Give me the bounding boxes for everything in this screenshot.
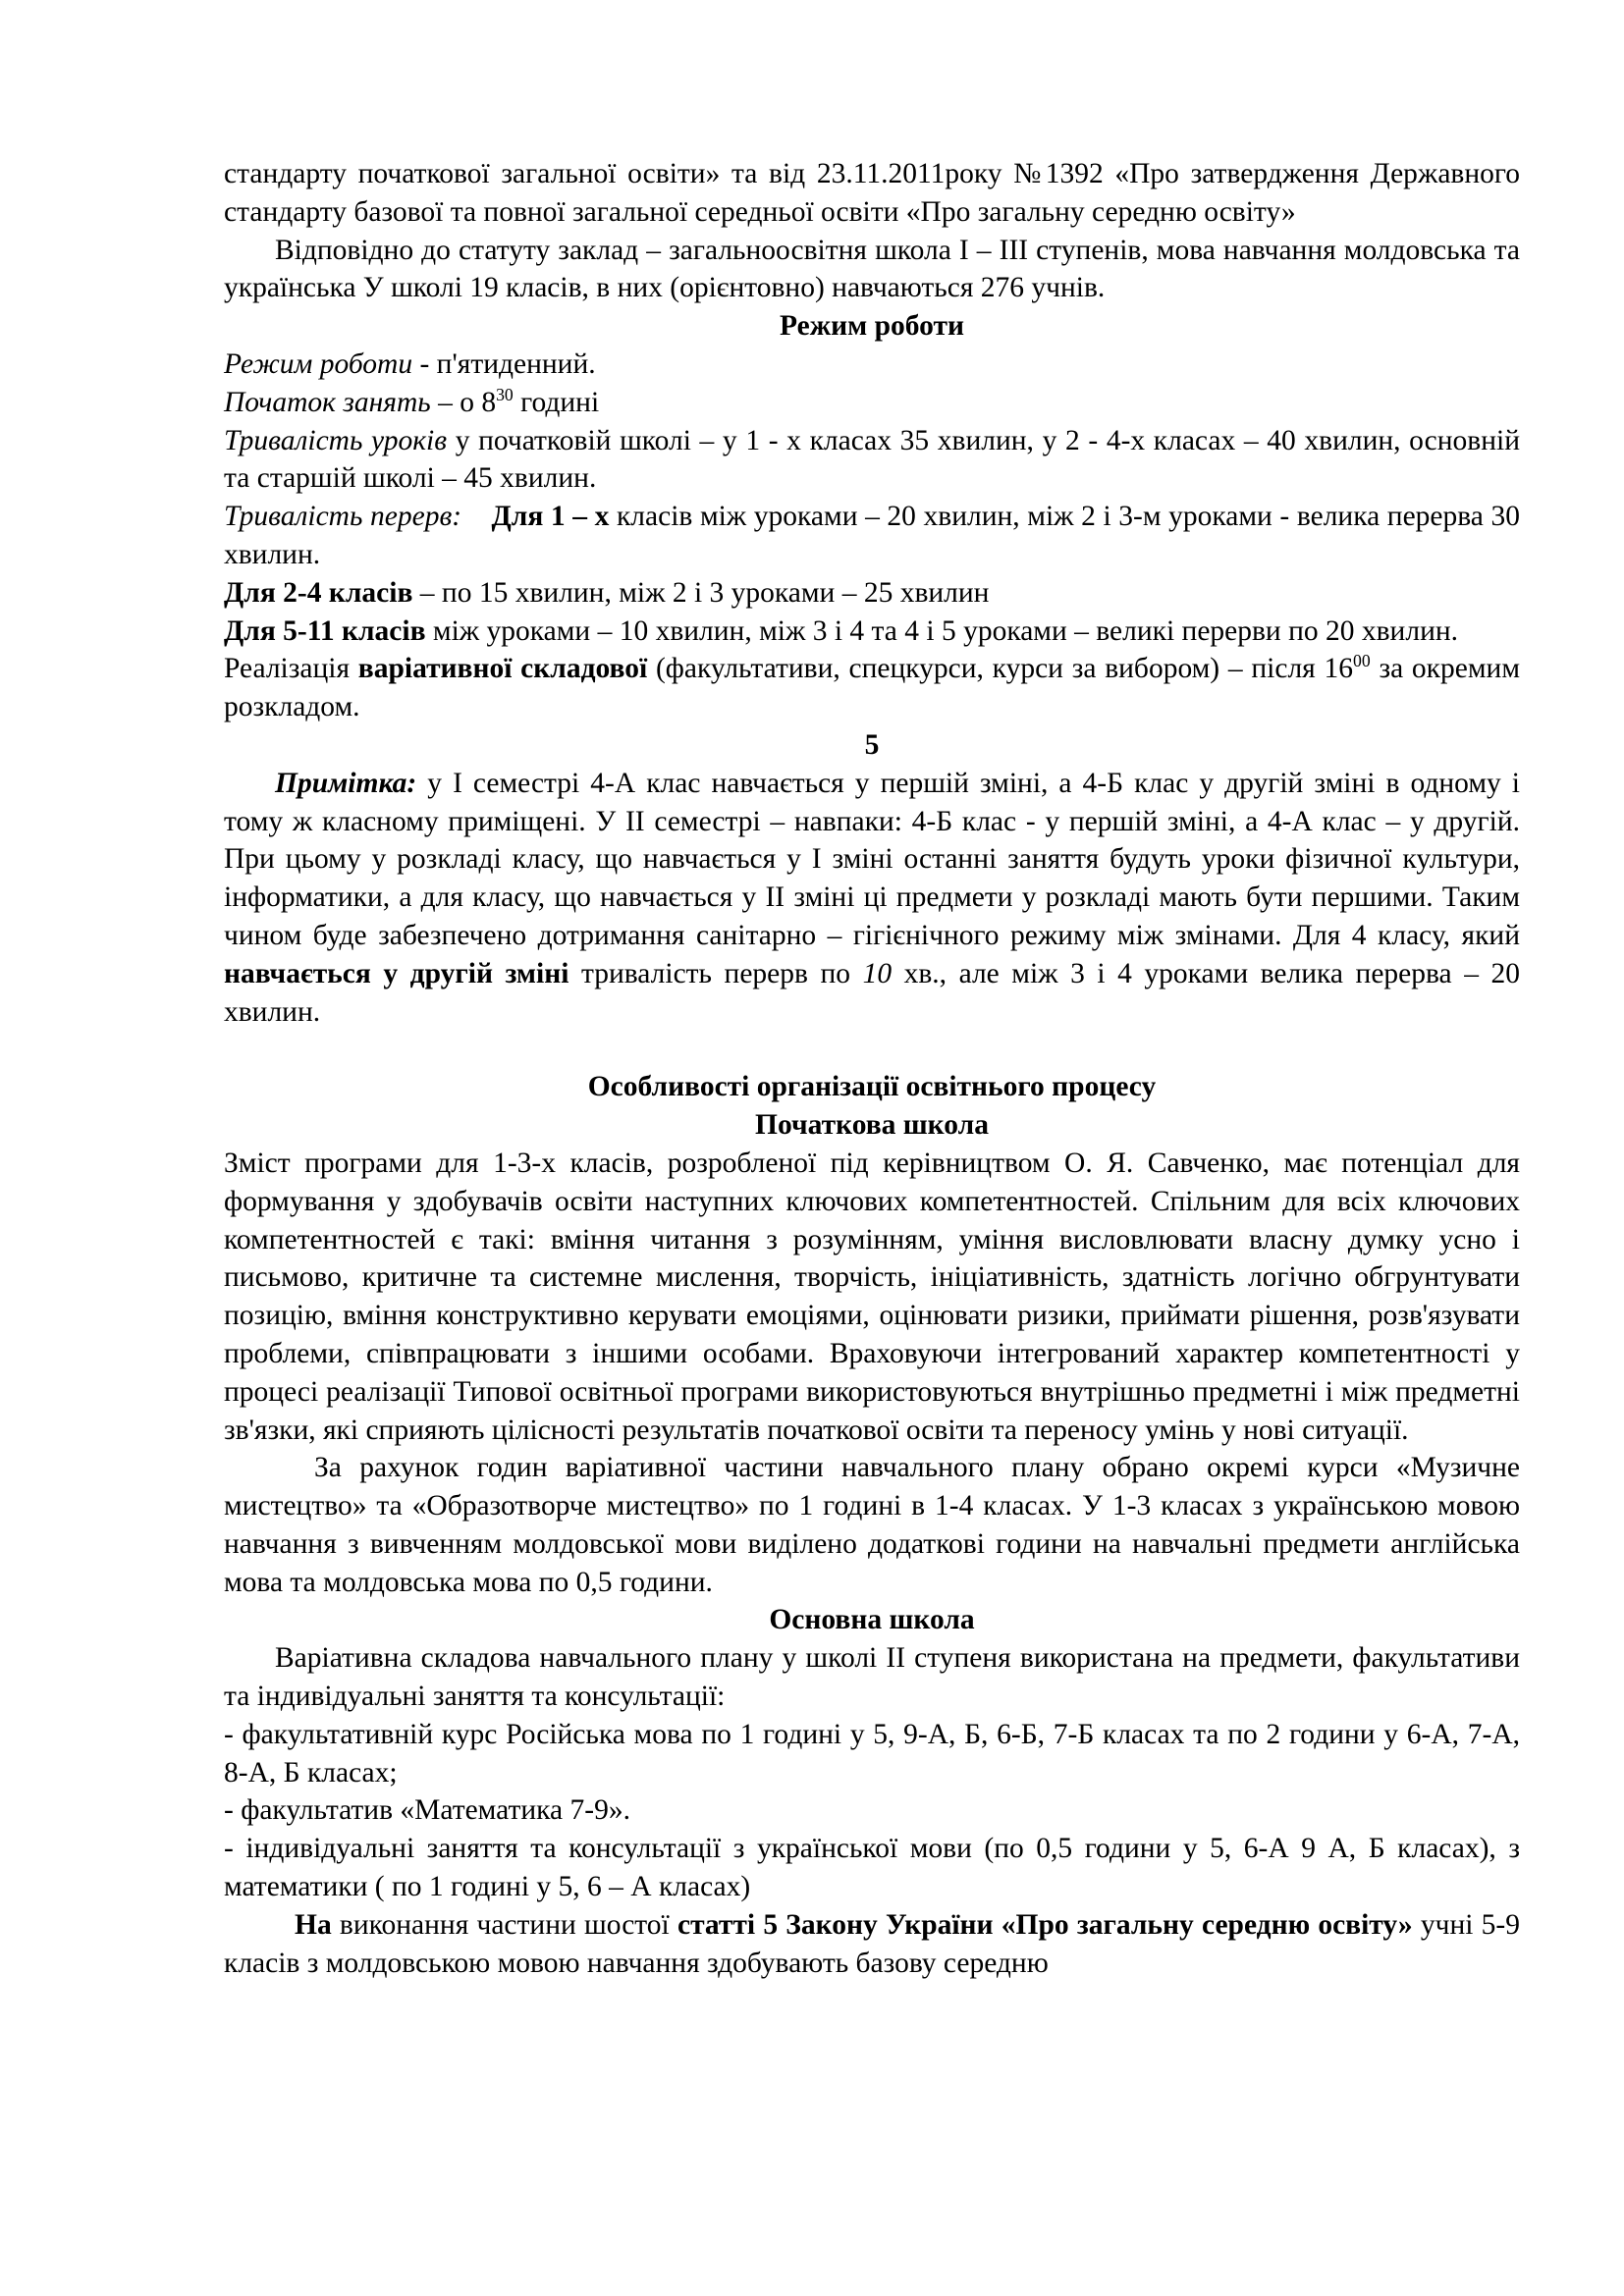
note-italic: 10 xyxy=(862,957,893,989)
law-bold-a: На xyxy=(295,1908,332,1941)
basic-list-item-1: - факультативній курс Російська мова по 1 годині у 5, 9-А, Б, 6-Б, 7-Б класах та по 2 години у 6-А, 7-А, 8-А, Б класах; xyxy=(224,1718,1520,1789)
note-text-c: хв., але між 3 і 4 уроками велика перерва – 20 хвилин. xyxy=(224,957,1520,1028)
regime-line-grades-5-11 xyxy=(224,613,1520,651)
regime-breaks-grade1: Для 1 – х xyxy=(491,501,610,533)
note-text-a: у І семестрі 4-А клас навчається у першій зміні, а 4-Б клас у другій зміні в одному і тому ж класному приміщені. У ІІ семестрі – навпаки: 4-Б клас - у першій зміні, а 4-А клас – у другій. При цьому у розкладі класу, що навчається у І зміні останні заняття будуть уроки фізичної культури, інформатики, а для класу, що навчається у ІІ зміні ці предмети у розкладі мають бути першими. Таким чином буде забезпечено дотримання санітарно – гігієнічного режиму між змінами. Для 4 класу, який xyxy=(224,767,1520,951)
heading-basic-school: Основна школа xyxy=(769,1604,975,1636)
regime-line-start xyxy=(224,384,1520,422)
law-bold-b: статті 5 Закону України «Про загальну середню освіту» xyxy=(677,1908,1413,1941)
regime-grades-5-11-label: Для 5-11 класів xyxy=(224,614,426,647)
basic-list-item-2: - факультатив «Математика 7-9». xyxy=(224,1794,630,1827)
regime-mode-label: Режим роботи xyxy=(224,347,413,380)
regime-variative-bold: варіативної складової xyxy=(357,653,648,685)
page-number: 5 xyxy=(864,728,880,761)
primary-paragraph-1: Зміст програми для 1-3-х класів, розробленої під керівництвом О. Я. Савченко, має потенціал для формування у здобувачів освіти наступних ключових компетентностей. Спільним для всіх ключових компетентностей є такі: вміння читання з розумінням, уміння висловлювати власну думку усно і письмово, критичне та системне мислення, творчість, ініціативність, здатність логічно обгрунтувати позицію, вміння конструктивно керувати емоціями, оцінювати ризики, приймати рішення, розв'язувати проблеми, співпрацювати з іншими особами. Враховуючи інтегрований характер компетентності у процесі реалізації Типової освітньої програми використовуються внутрішньо предметні і між предметні зв'язки, які сприяють цілісності результатів початкової освіти та переносу умінь у нові ситуації. xyxy=(224,1147,1520,1446)
regime-variative-minutes: 00 xyxy=(1353,651,1371,671)
regime-line-lessons xyxy=(224,422,1520,499)
school-info-paragraph: Відповідно до статуту заклад – загальноосвітня школа І – ІІІ ступенів, мова навчання молдовська та українська У школі 19 класів, в них (орієнтовно) навчаються 276 учнів. xyxy=(224,234,1520,304)
regime-line-mode xyxy=(224,346,1520,384)
regime-grades-2-4-label: Для 2-4 класів xyxy=(224,576,413,609)
regime-lessons-label: Тривалість уроків xyxy=(224,424,448,456)
heading-work-regime: Режим роботи xyxy=(780,310,964,343)
note-label: Примітка: xyxy=(275,767,417,799)
heading-primary-school: Початкова школа xyxy=(755,1109,989,1142)
regime-start-suffix: годині xyxy=(513,386,600,418)
law-text-b: учні 5-9 класів з молдовською мовою навчання здобувають базову середню xyxy=(224,1908,1521,1979)
regime-breaks-spacer xyxy=(461,501,491,532)
note-text-b: тривалість перерв по xyxy=(568,957,863,989)
regime-start-text: – о 8 xyxy=(430,386,497,418)
regime-lessons-text: у початковій школі – у 1 - х класах 35 хвилин, у 2 - 4-х класах – 40 хвилин, основній та старшій школі – 45 хвилин. xyxy=(224,424,1520,495)
regime-start-minutes: 30 xyxy=(496,384,514,404)
regime-line-variative xyxy=(224,650,1520,726)
note-paragraph xyxy=(224,765,1520,1032)
regime-grades-5-11-text: між уроками – 10 хвилин, між 3 і 4 та 4 і 5 уроками – великі перерви по 20 хвилин. xyxy=(425,614,1459,647)
regime-grades-2-4-text: – по 15 хвилин, між 2 і 3 уроками – 25 хвилин xyxy=(412,576,990,609)
note-bold: навчається у другій зміні xyxy=(224,957,569,989)
intro-paragraph: стандарту початкової загальної освіти» та від 23.11.2011року №1392 «Про затвердження Державного стандарту базової та повної загальної середньої освіти «Про загальну середню освіту» xyxy=(224,158,1520,228)
document-page xyxy=(224,155,1520,1982)
law-paragraph xyxy=(224,1906,1520,1983)
regime-line-grades-2-4 xyxy=(224,574,1520,613)
regime-variative-b: (факультативи, спецкурси, курси за вибором) – після 16 xyxy=(647,653,1353,685)
law-text-a: виконання частини шостої xyxy=(331,1908,677,1941)
regime-breaks-text: класів між уроками – 20 хвилин, між 2 і 3-м уроками - велика перерва 30 хвилин. xyxy=(224,501,1520,570)
basic-paragraph-1: Варіативна складова навчального плану у школі ІІ ступеня використана на предмети, факультативи та індивідуальні заняття та консультації: xyxy=(224,1642,1520,1713)
heading-process-features: Особливості організації освітнього процесу xyxy=(587,1071,1157,1103)
spacer xyxy=(224,1031,1520,1068)
regime-line-breaks xyxy=(224,498,1520,574)
regime-breaks-label: Тривалість перерв: xyxy=(224,501,462,533)
basic-list-item-3: - індивідуальні заняття та консультації з української мови (по 0,5 години у 5, 6-А 9 А, Б класах), з математики ( по 1 годині у 5, 6 – А класах) xyxy=(224,1833,1520,1903)
regime-mode-text: - п'ятиденний. xyxy=(412,347,596,380)
regime-variative-a: Реалізація xyxy=(224,653,358,685)
primary-paragraph-2: За рахунок годин варіативної частини навчального плану обрано окремі курси «Музичне мистецтво» та «Образотворче мистецтво» по 1 годині в 1-4 класах. У 1-3 класах з українською мовою навчання з вивченням молдовської мови виділено додаткові години на навчальні предмети англійська мова та молдовська мова по 0,5 години. xyxy=(224,1452,1520,1598)
regime-start-label: Початок занять xyxy=(224,386,431,418)
regime-variative-c: за окремим розкладом. xyxy=(224,653,1520,723)
